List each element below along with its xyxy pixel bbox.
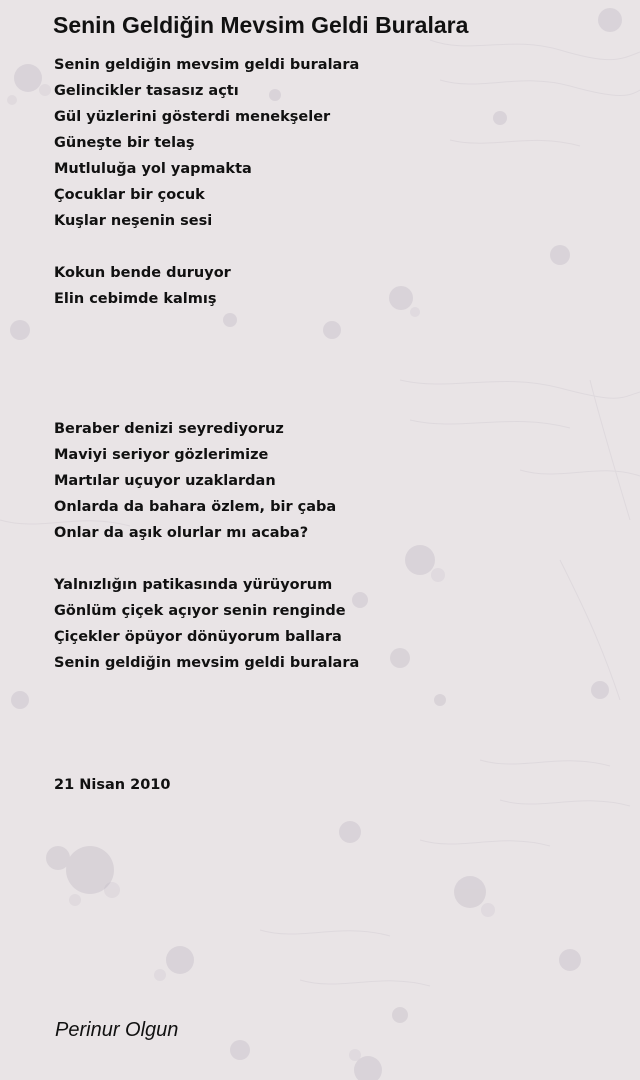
poem-line: Gül yüzlerini gösterdi menekşeler [54, 109, 331, 125]
stanza-3 [54, 416, 614, 546]
poem-line: Kuşlar neşenin sesi [54, 213, 213, 229]
poem-line: Güneşte bir telaş [54, 135, 195, 151]
poem-body [54, 52, 614, 676]
stanza-1 [54, 52, 614, 234]
poem-line: Maviyi seriyor gözlerimize [54, 447, 269, 463]
poem-line: Onlarda da bahara özlem, bir çaba [54, 499, 337, 515]
poem-line: Senin geldiğin mevsim geldi buralara [54, 57, 360, 73]
poem-date: 21 Nisan 2010 [54, 777, 171, 793]
poem-line: Beraber denizi seyrediyoruz [54, 421, 284, 437]
stanza-2 [54, 260, 614, 312]
poem-line: Onlar da aşık olurlar mı acaba? [54, 525, 309, 541]
poem-line: Mutluluğa yol yapmakta [54, 161, 252, 177]
poem-line: Elin cebimde kalmış [54, 291, 217, 307]
poem-line: Kokun bende duruyor [54, 265, 231, 281]
stanza-4 [54, 572, 614, 676]
poem-line: Yalnızlığın patikasında yürüyorum [54, 577, 333, 593]
stanza-spacer [54, 234, 614, 260]
poem-line: Çiçekler öpüyor dönüyorum ballara [54, 629, 342, 645]
poem-line: Senin geldiğin mevsim geldi buralara [54, 655, 360, 671]
poem-line: Gelincikler tasasız açtı [54, 83, 239, 99]
stanza-spacer [54, 546, 614, 572]
poem-line: Martılar uçuyor uzaklardan [54, 473, 276, 489]
poem-line: Çocuklar bir çocuk [54, 187, 205, 203]
author-signature: Perinur Olgun [55, 1019, 179, 1041]
stanza-spacer [54, 312, 614, 416]
poem-title: Senin Geldiğin Mevsim Geldi Buralara [53, 12, 469, 38]
poem-line: Gönlüm çiçek açıyor senin renginde [54, 603, 346, 619]
